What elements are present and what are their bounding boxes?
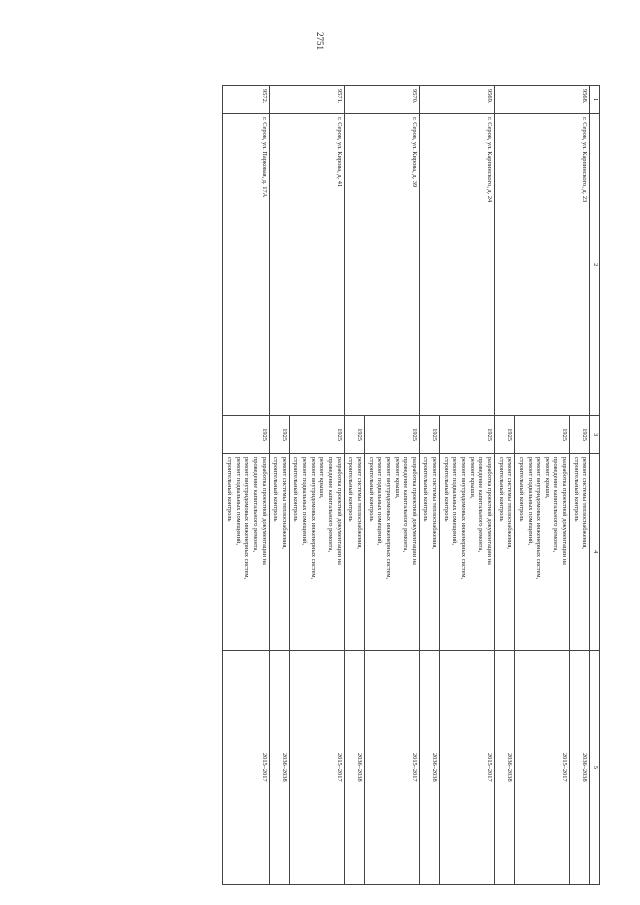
work-item: строительный контроль: [367, 456, 375, 522]
work-item: ремонт крыши,: [468, 456, 476, 499]
table-wrapper: [80, 85, 600, 885]
work-item: ремонт крыши,: [393, 456, 401, 499]
work-item: ремонт крыши,: [318, 456, 326, 499]
year-cell: 1925: [419, 416, 439, 453]
work-item: ремонт подвальных помещений,: [451, 456, 459, 546]
address-cell: г. Серов, ул. Кирова, д. 41: [269, 114, 344, 416]
work-item: проведение капитального ремонта,: [402, 456, 410, 553]
period-cell: 2015–2017: [440, 650, 495, 884]
works-cell: [364, 453, 419, 650]
repair-schedule-table: [222, 85, 600, 885]
header-col-1: 1: [590, 86, 600, 114]
work-item: проведение капитального ремонта,: [552, 456, 560, 553]
period-cell: 2015–2017: [289, 650, 344, 884]
page-number: 2751: [315, 32, 325, 50]
period-cell: 2015–2017: [223, 650, 269, 884]
works-cell: [269, 453, 289, 650]
year-cell: 1925: [364, 416, 419, 453]
table-row: [570, 86, 590, 885]
row-number: 9570.: [344, 86, 419, 114]
work-item: строительный контроль: [517, 456, 525, 522]
works-cell: [494, 453, 514, 650]
work-item: строительный контроль: [226, 456, 234, 522]
rotated-table-area: [80, 85, 600, 885]
table-row: [364, 86, 419, 885]
address-cell: г. Серов, ул. Парковая, д. 17А: [223, 114, 269, 416]
works-cell: [344, 453, 364, 650]
row-number: 9568.: [494, 86, 589, 114]
work-item: ремонт системы теплоснабжения,: [355, 456, 363, 549]
work-item: разработка проектной документации на: [561, 456, 569, 565]
work-item: ремонт системы теплоснабжения,: [431, 456, 439, 549]
work-item: ремонт подвальных помещений,: [301, 456, 309, 546]
work-item: строительный контроль: [572, 456, 580, 522]
work-item: ремонт внутридомовых инженерных систем,: [535, 456, 543, 580]
address-cell: г. Серов, ул. Кирова, д. 39: [344, 114, 419, 416]
work-item: проведение капитального ремонта,: [327, 456, 335, 553]
table-row: [440, 86, 495, 885]
period-cell: 2036–2038: [269, 650, 289, 884]
work-item: ремонт внутридомовых инженерных систем,: [384, 456, 392, 580]
work-item: ремонт системы теплоснабжения,: [581, 456, 589, 549]
works-cell: [515, 453, 570, 650]
work-item: строительный контроль: [347, 456, 355, 522]
row-number: 9571.: [269, 86, 344, 114]
period-cell: 2036–2038: [419, 650, 439, 884]
year-cell: 1925: [570, 416, 590, 453]
year-cell: 1925: [515, 416, 570, 453]
work-item: ремонт подвальных помещений,: [376, 456, 384, 546]
table-body: [223, 86, 590, 885]
work-item: ремонт подвальных помещений,: [234, 456, 242, 546]
work-item: разработка проектной документации на: [410, 456, 418, 565]
header-col-2: 2: [590, 114, 600, 416]
header-row: [590, 86, 600, 885]
work-item: строительный контроль: [442, 456, 450, 522]
work-item: разработка проектной документации на: [485, 456, 493, 565]
works-cell: [223, 453, 269, 650]
year-cell: 1925: [494, 416, 514, 453]
header-col-4: 4: [590, 453, 600, 650]
period-cell: 2015–2017: [364, 650, 419, 884]
work-item: ремонт крыши,: [543, 456, 551, 499]
year-cell: 1925: [344, 416, 364, 453]
period-cell: 2036–2038: [570, 650, 590, 884]
work-item: разработка проектной документации на: [335, 456, 343, 565]
row-number: 9569.: [419, 86, 494, 114]
table-row: [223, 86, 269, 885]
work-item: строительный контроль: [292, 456, 300, 522]
year-cell: 1925: [440, 416, 495, 453]
work-item: ремонт системы теплоснабжения,: [506, 456, 514, 549]
work-item: ремонт внутридомовых инженерных систем,: [460, 456, 468, 580]
work-item: ремонт системы теплоснабжения,: [280, 456, 288, 549]
year-cell: 1925: [269, 416, 289, 453]
year-cell: 1925: [289, 416, 344, 453]
work-item: строительный контроль: [272, 456, 280, 522]
work-item: строительный контроль: [497, 456, 505, 522]
period-cell: 2036–2038: [494, 650, 514, 884]
period-cell: 2015–2017: [515, 650, 570, 884]
works-cell: [419, 453, 439, 650]
period-cell: 2036–2038: [344, 650, 364, 884]
work-item: разработка проектной документации на: [260, 456, 268, 565]
header-col-3: 3: [590, 416, 600, 453]
works-cell: [570, 453, 590, 650]
work-item: ремонт внутридомовых инженерных систем,: [309, 456, 317, 580]
work-item: строительный контроль: [422, 456, 430, 522]
table-row: [289, 86, 344, 885]
work-item: ремонт подвальных помещений,: [526, 456, 534, 546]
work-item: проведение капитального ремонта,: [251, 456, 259, 553]
work-item: проведение капитального ремонта,: [477, 456, 485, 553]
header-col-5: 5: [590, 650, 600, 884]
year-cell: 1925: [223, 416, 269, 453]
address-cell: г. Серов, ул. Карпинского, д. 23: [494, 114, 589, 416]
address-cell: г. Серов, ул. Карпинского, д. 24: [419, 114, 494, 416]
works-cell: [289, 453, 344, 650]
works-cell: [440, 453, 495, 650]
work-item: ремонт внутридомовых инженерных систем,: [243, 456, 251, 580]
row-number: 9572.: [223, 86, 269, 114]
